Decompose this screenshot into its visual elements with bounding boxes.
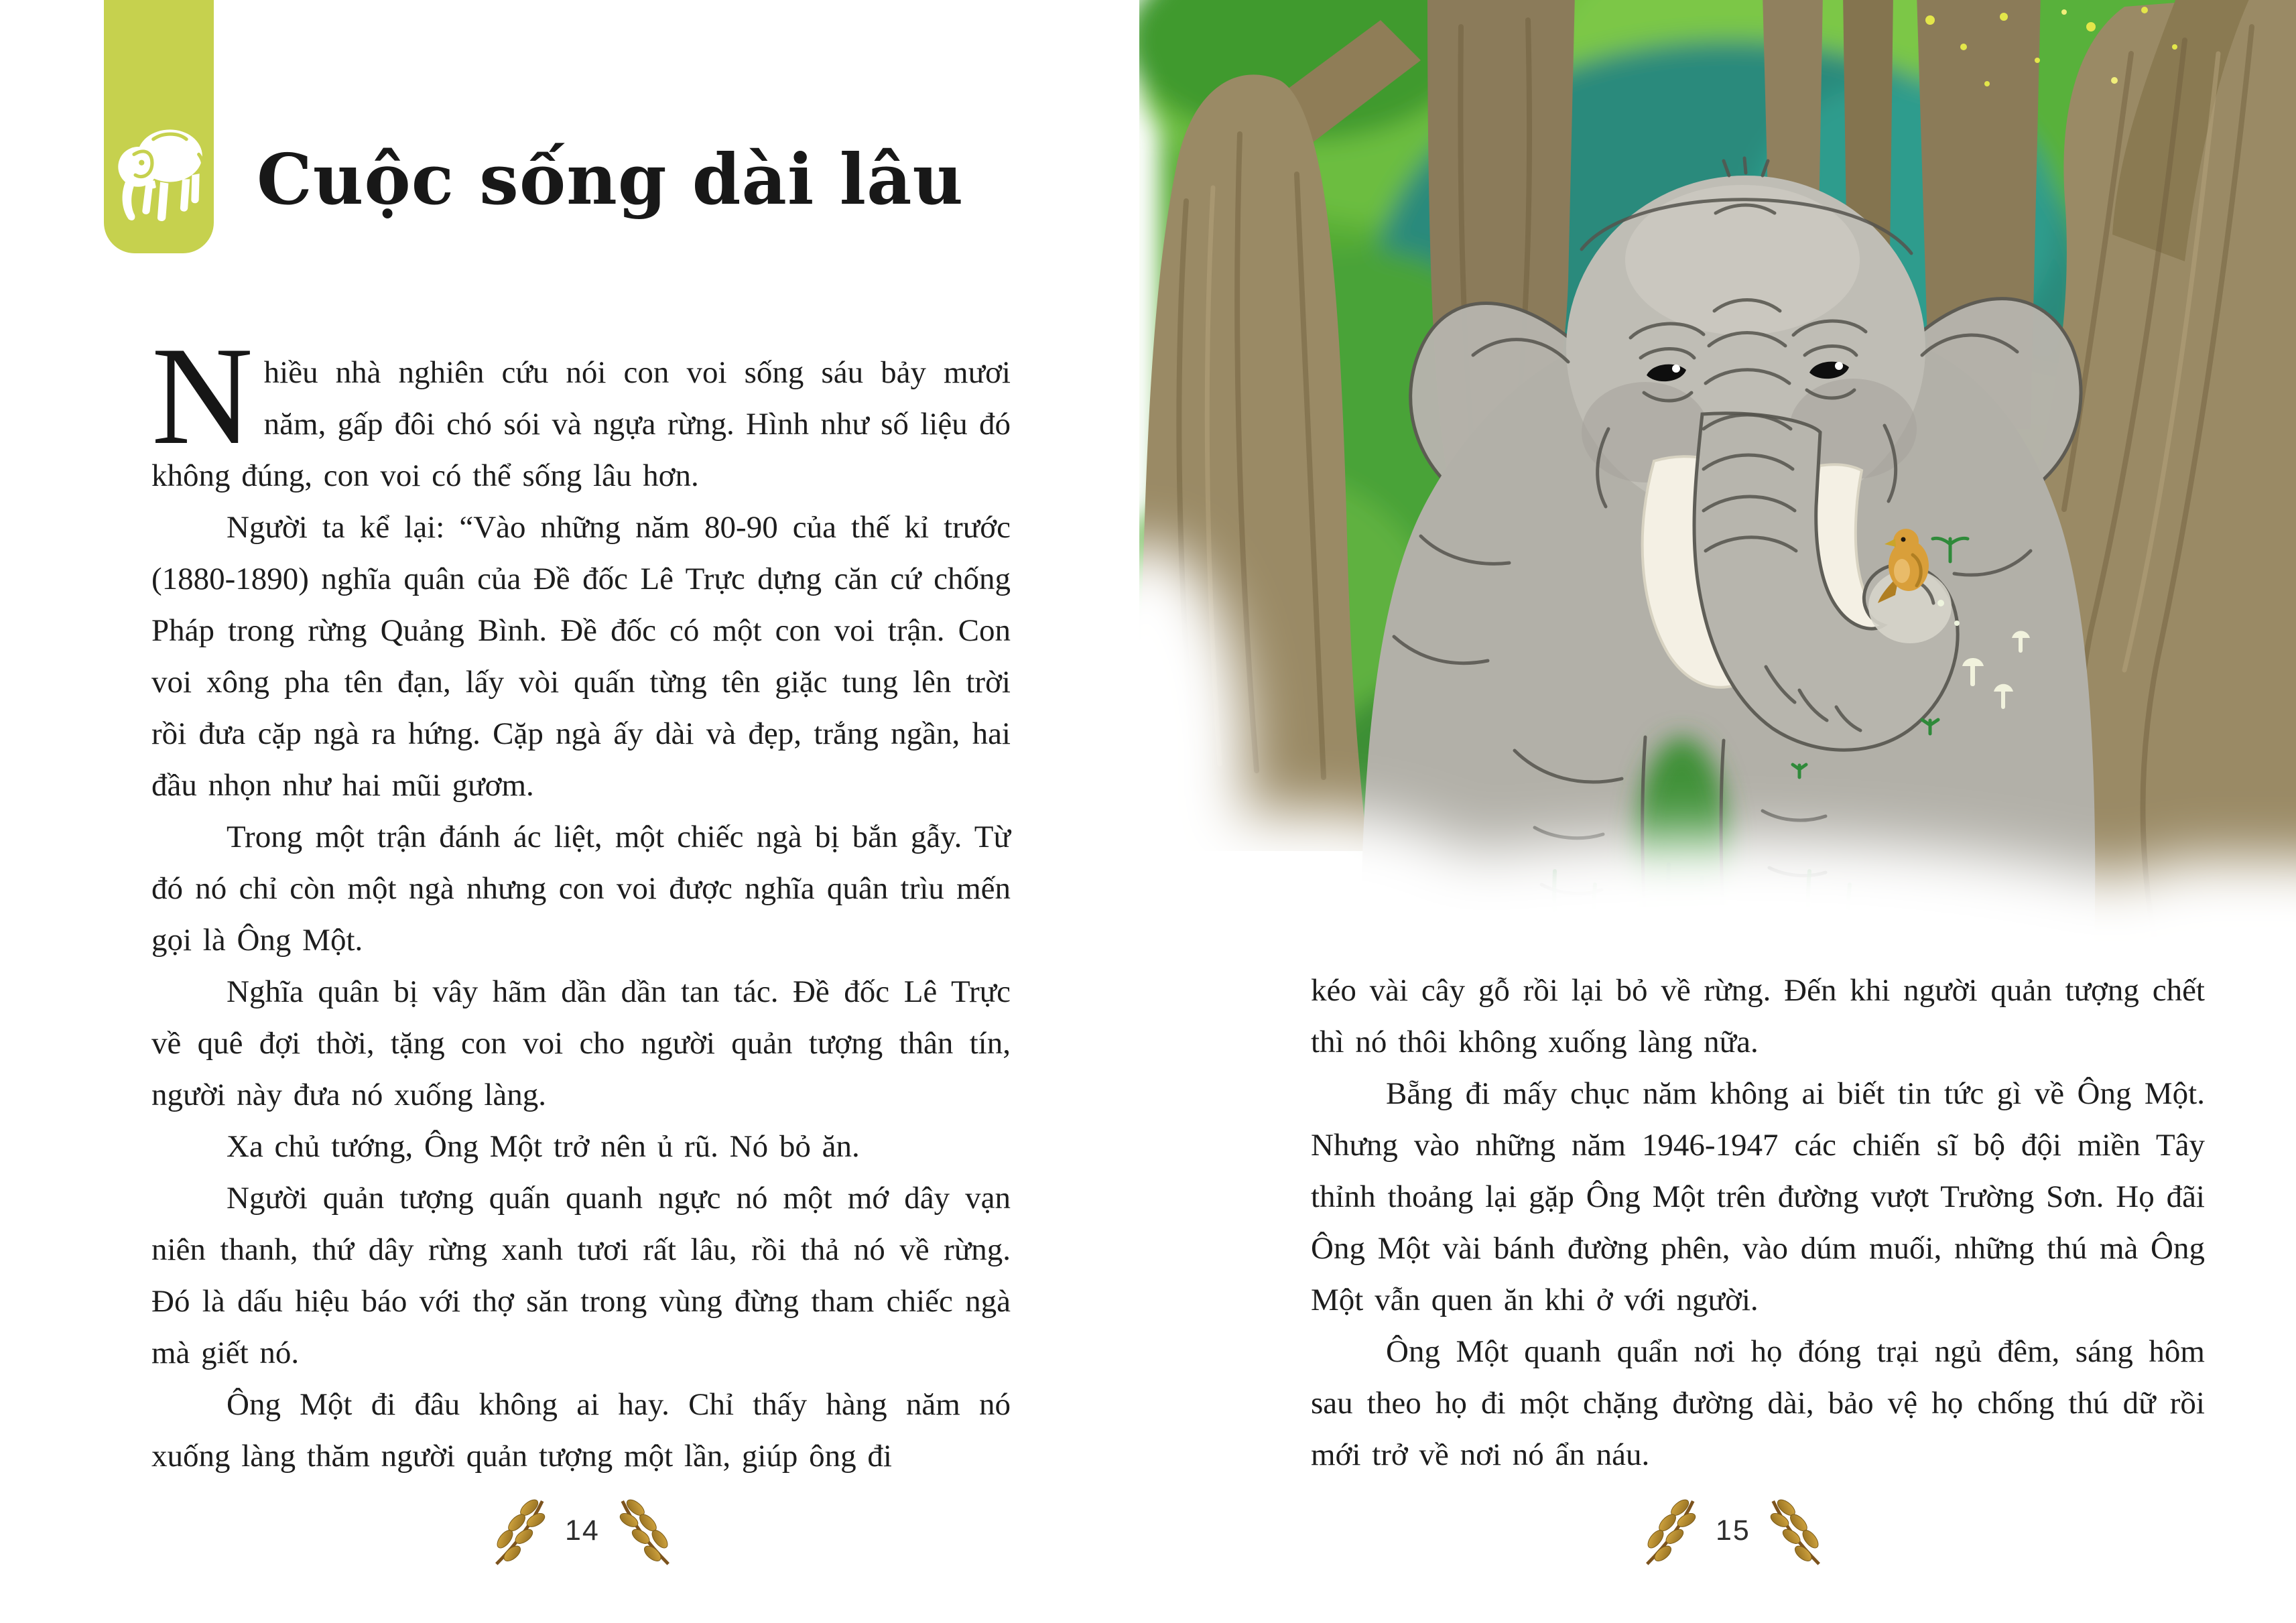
paragraph: [151, 318, 1011, 502]
elephant-icon: [111, 113, 207, 226]
right-text-column: [1311, 965, 2205, 1481]
paragraph: Ông Một đi đâu không ai hay. Chỉ thấy hàng năm nó xuống làng thăm người quản tượng một lần, giúp ông đi: [151, 1387, 1011, 1474]
leaf-sprig-icon: [616, 1498, 675, 1567]
chapter-title: Cuộc sống dài lâu: [257, 138, 964, 220]
paragraph: Xa chủ tướng, Ông Một trở nên ủ rũ. Nó bỏ ăn.: [227, 1129, 860, 1164]
leaf-sprig-icon: [490, 1498, 549, 1567]
leaf-sprig-icon: [1641, 1498, 1700, 1567]
paragraph: Người ta kể lại: “Vào những năm 80-90 của thế kỉ trước (1880-1890) nghĩa quân của Đề đốc Lê Trực dựng căn cứ chống Pháp trong rừng Quảng Bình. Đề đốc có một con voi trận. Con voi xông pha tên đạn, lấy vòi quấn từng tên giặc tung lên trời rồi đưa cặp ngà ra hứng. Cặp ngà ấy dài và đẹp, trắng ngần, hai đầu nhọn như hai mũi gươm.: [151, 510, 1011, 803]
left-text-column: [151, 318, 1011, 1482]
drop-cap: N: [151, 318, 253, 474]
paragraph: Nghĩa quân bị vây hãm dần dần tan tác. Đề đốc Lê Trực về quê đợi thời, tặng con voi cho người quản tượng thân tín, người này đưa nó xuống làng.: [151, 974, 1011, 1112]
paragraph: kéo vài cây gỗ rồi lại bỏ về rừng. Đến khi người quản tượng chết thì nó thôi không xuống làng nữa.: [1311, 973, 2205, 1059]
paragraph: Trong một trận đánh ác liệt, một chiếc ngà bị bắn gẫy. Từ đó nó chỉ còn một ngà nhưng con voi được nghĩa quân trìu mến gọi là Ông Một.: [151, 820, 1011, 958]
page-number: 15: [1716, 1514, 1750, 1547]
page-footer-right: [1641, 1498, 1826, 1567]
paragraph: Người quản tượng quấn quanh ngực nó một mớ dây vạn niên thanh, thứ dây rừng xanh tươi rất lâu, rồi thả nó về rừng. Đó là dấu hiệu báo với thợ săn trong vùng đừng tham chiếc ngà mà giết nó.: [151, 1181, 1011, 1370]
elephant-forest-illustration: [1139, 0, 2296, 972]
page-number: 14: [565, 1514, 600, 1547]
elephant-forest-art: [1139, 0, 2296, 972]
paragraph: Bẵng đi mấy chục năm không ai biết tin tức gì về Ông Một. Nhưng vào những năm 1946-1947 các chiến sĩ bộ đội miền Tây thỉnh thoảng lại gặp Ông Một trên đường vượt Trường Sơn. Họ đãi Ông Một vài bánh đường phên, vào dúm muối, những thú mà Ông Một vẫn quen ăn khi ở với người.: [1311, 1076, 2205, 1317]
leaf-sprig-icon: [1767, 1498, 1826, 1567]
page-footer-left: [490, 1498, 675, 1567]
chapter-tab: [104, 0, 214, 253]
paragraph: Ông Một quanh quẩn nơi họ đóng trại ngủ đêm, sáng hôm sau theo họ đi một chặng đường dài, bảo vệ họ chống thú dữ rồi mới trở về nơi nó ẩn náu.: [1311, 1334, 2205, 1472]
paragraph-text: hiều nhà nghiên cứu nói con voi sống sáu bảy mươi năm, gấp đôi chó sói và ngựa rừng. Hình như số liệu đó không đúng, con voi có thể sống lâu hơn.: [151, 355, 1011, 493]
